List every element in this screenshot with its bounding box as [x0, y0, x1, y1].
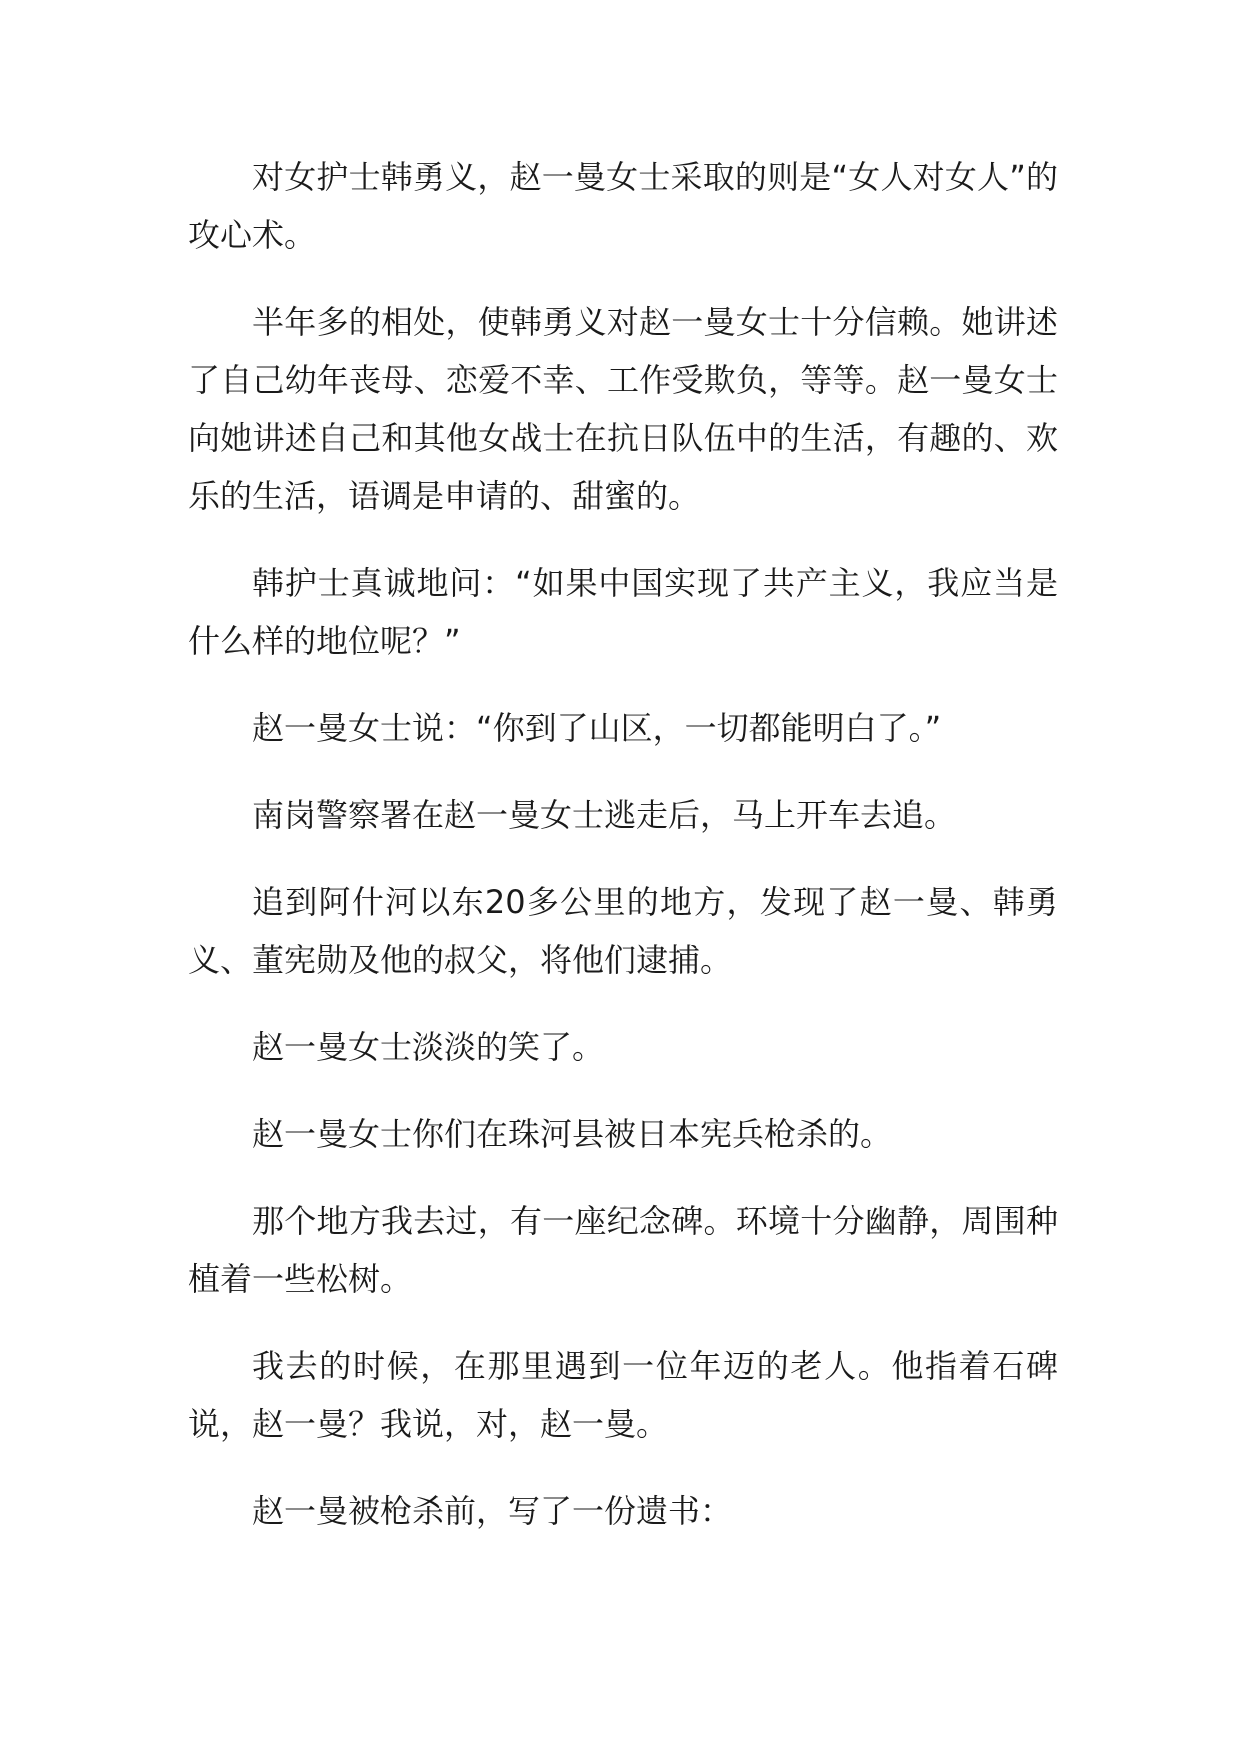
paragraph: 赵一曼女士你们在珠河县被日本宪兵枪杀的。	[252, 1115, 893, 1153]
paragraph: 赵一曼被枪杀前，写了一份遗书：	[252, 1492, 733, 1530]
paragraph: 我去的时候，在那里遇到一位年迈的老人。他指着石碑说，赵一曼？我说，对，赵一曼。	[188, 1347, 1058, 1443]
paragraph: 南岗警察署在赵一曼女士逃走后，马上开车去追。	[252, 796, 957, 834]
article-body	[188, 148, 1058, 1569]
paragraph: 对女护士韩勇义，赵一曼女士采取的则是“女人对女人”的攻心术。	[188, 158, 1058, 254]
paragraph: 那个地方我去过，有一座纪念碑。环境十分幽静，周围种植着一些松树。	[188, 1202, 1058, 1298]
paragraph: 半年多的相处，使韩勇义对赵一曼女士十分信赖。她讲述了自己幼年丧母、恋爱不幸、工作受欺负，等等。赵一曼女士向她讲述自己和其他女战士在抗日队伍中的生活，有趣的、欢乐的生活，语调是申请的、甜蜜的。	[188, 303, 1058, 515]
paragraph: 韩护士真诚地问：“如果中国实现了共产主义，我应当是什么样的地位呢？”	[188, 564, 1058, 660]
paragraph: 赵一曼女士淡淡的笑了。	[252, 1028, 605, 1066]
paragraph: 赵一曼女士说：“你到了山区，一切都能明白了。”	[252, 709, 942, 747]
paragraph: 追到阿什河以东20多公里的地方，发现了赵一曼、韩勇义、董宪勋及他的叔父，将他们逮捕。	[188, 883, 1058, 979]
